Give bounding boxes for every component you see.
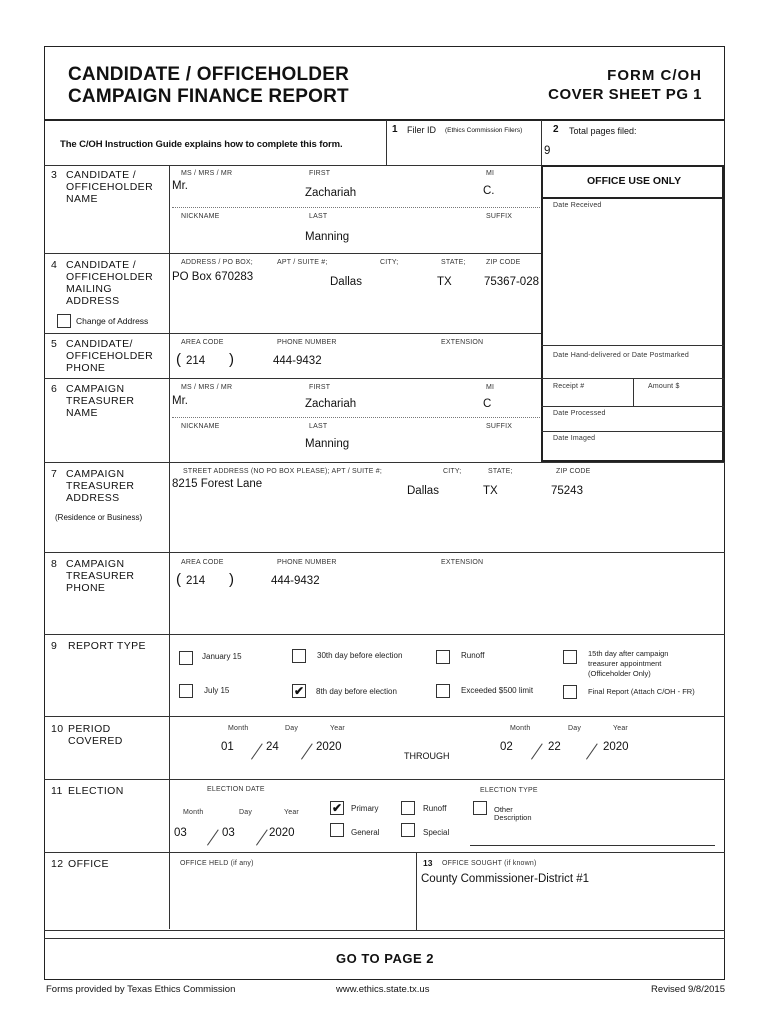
election-special-checkbox[interactable] — [401, 823, 415, 837]
s6-col-last: LAST — [309, 423, 328, 430]
s10-to-year-field[interactable]: 2020 — [603, 741, 629, 753]
s11-month-field[interactable]: 03 — [174, 827, 187, 839]
report-jan15-label: January 15 — [202, 652, 242, 661]
date-processed-label: Date Processed — [553, 410, 606, 417]
s10-from-month-label: Month — [228, 725, 249, 732]
s7-state-field[interactable]: TX — [483, 485, 498, 497]
report-runoff-checkbox[interactable] — [436, 650, 450, 664]
go-to-page-2: GO TO PAGE 2 — [336, 951, 434, 966]
s5-number: 5 — [51, 338, 58, 350]
s8-col-ext: EXTENSION — [441, 559, 484, 566]
s4-col-address: ADDRESS / PO BOX; — [181, 259, 253, 266]
report-final-label: Final Report (Attach C/OH - FR) — [588, 687, 695, 696]
s10-to-month-label: Month — [510, 725, 531, 732]
s3-label-1: CANDIDATE / — [66, 169, 137, 181]
change-of-address-checkbox[interactable] — [57, 314, 71, 328]
report-final-checkbox[interactable] — [563, 685, 577, 699]
divider — [44, 333, 541, 334]
s3-col-title: MS / MRS / MR — [181, 170, 233, 177]
s10-number: 10 — [51, 723, 64, 735]
receipt-label: Receipt # — [553, 383, 585, 390]
filer-id-note: (Ethics Commission Filers) — [445, 127, 523, 134]
divider — [44, 716, 725, 717]
s6-col-nickname: NICKNAME — [181, 423, 220, 430]
s3-label-2: OFFICEHOLDER — [66, 181, 154, 193]
election-other-line2: Description — [494, 813, 532, 822]
report-15day-line3: (Officeholder Only) — [588, 669, 651, 678]
s7-col-street: STREET ADDRESS (NO PO BOX PLEASE); APT / SUITE #; — [183, 468, 382, 475]
divider — [44, 462, 725, 463]
footer-revised: Revised 9/8/2015 — [651, 984, 725, 995]
s11-year-field[interactable]: 2020 — [269, 827, 295, 839]
report-30day-checkbox[interactable] — [292, 649, 306, 663]
s10-to-month-field[interactable]: 02 — [500, 741, 513, 753]
divider — [633, 378, 634, 406]
divider — [541, 406, 724, 407]
s12-number: 12 — [51, 858, 64, 870]
election-special-label: Special — [423, 828, 450, 837]
s6-col-suffix: SUFFIX — [486, 423, 513, 430]
s3-last-field[interactable]: Manning — [305, 231, 350, 243]
s6-last-field[interactable]: Manning — [305, 438, 350, 450]
s8-paren-open: ( — [176, 571, 181, 588]
s10-to-day-field[interactable]: 22 — [548, 741, 561, 753]
s7-label-2: TREASURER — [66, 480, 135, 492]
s7-col-zip: ZIP CODE — [556, 468, 591, 475]
s4-col-state: STATE; — [441, 259, 466, 266]
s4-label-1: CANDIDATE / — [66, 259, 137, 271]
filer-id-label: Filer ID — [407, 125, 436, 135]
s10-label-2: COVERED — [68, 735, 123, 747]
s10-from-year-field[interactable]: 2020 — [316, 741, 342, 753]
s6-col-first: FIRST — [309, 384, 331, 391]
election-primary-label: Primary — [351, 804, 379, 813]
other-description-line — [470, 845, 715, 846]
s3-col-suffix: SUFFIX — [486, 213, 513, 220]
election-primary-checkbox[interactable]: ✔ — [331, 801, 343, 815]
election-runoff-label: Runoff — [423, 804, 447, 813]
s8-phone-field[interactable]: 444-9432 — [271, 575, 320, 587]
s6-label-1: CAMPAIGN — [66, 383, 125, 395]
date-hand-delivered-label: Date Hand-delivered or Date Postmarked — [553, 352, 689, 359]
report-30day-label: 30th day before election — [317, 651, 403, 660]
footer-website[interactable]: www.ethics.state.tx.us — [336, 984, 430, 995]
divider — [172, 417, 540, 418]
s5-col-area: AREA CODE — [181, 339, 224, 346]
office-use-title: OFFICE USE ONLY — [587, 175, 682, 187]
s4-col-city: CITY; — [380, 259, 399, 266]
s7-col-state: STATE; — [488, 468, 513, 475]
divider — [541, 431, 724, 432]
election-general-label: General — [351, 828, 380, 837]
report-exceeded-label: Exceeded $500 limit — [461, 686, 534, 695]
office-use-box — [541, 165, 724, 462]
s8-col-phone: PHONE NUMBER — [277, 559, 337, 566]
s4-label-4: ADDRESS — [66, 295, 120, 307]
divider — [44, 779, 725, 780]
divider — [386, 120, 387, 165]
office-sought-field[interactable]: County Commissioner-District #1 — [421, 873, 590, 885]
divider — [172, 207, 540, 208]
divider — [44, 253, 541, 254]
s5-area-field[interactable]: 214 — [186, 355, 206, 367]
date-received-label: Date Received — [553, 202, 602, 209]
s3-first-field[interactable]: Zachariah — [305, 187, 357, 199]
s11-election-date-label: ELECTION DATE — [207, 786, 265, 793]
s6-first-field[interactable]: Zachariah — [305, 398, 357, 410]
report-15day-line2: treasurer appointment — [588, 659, 662, 668]
office-held-label: OFFICE HELD (if any) — [180, 860, 254, 867]
form-title-line1: CANDIDATE / OFFICEHOLDER — [68, 64, 349, 85]
s3-title-field[interactable]: Mr. — [172, 180, 188, 192]
divider — [44, 552, 725, 553]
s10-from-day-label: Day — [285, 725, 299, 732]
s5-phone-field[interactable]: 444-9432 — [273, 355, 322, 367]
s10-label-1: PERIOD — [68, 723, 111, 735]
s4-col-apt: APT / SUITE #; — [277, 259, 328, 266]
s6-title-field[interactable]: Mr. — [172, 395, 188, 407]
s4-state-field[interactable]: TX — [437, 276, 452, 288]
s8-number: 8 — [51, 558, 58, 570]
s11-election-type-label: ELECTION TYPE — [480, 787, 538, 794]
divider — [541, 345, 724, 346]
s12-label: OFFICE — [68, 858, 109, 870]
total-pages-label: Total pages filed: — [569, 126, 637, 136]
s3-number: 3 — [51, 169, 58, 181]
s8-area-field[interactable]: 214 — [186, 575, 206, 587]
divider — [44, 634, 725, 635]
s8-paren-close: ) — [229, 571, 234, 588]
divider — [44, 938, 725, 939]
filer-id-number: 1 — [392, 124, 398, 135]
report-8day-label: 8th day before election — [316, 687, 397, 696]
s8-col-area: AREA CODE — [181, 559, 224, 566]
s5-col-phone: PHONE NUMBER — [277, 339, 337, 346]
s11-day-label: Day — [239, 809, 253, 816]
s4-zip-field[interactable]: 75367-028 — [484, 276, 539, 288]
s10-through-label: THROUGH — [404, 751, 450, 761]
instructions-text: The C/OH Instruction Guide explains how to complete this form. — [60, 139, 343, 150]
s3-col-last: LAST — [309, 213, 328, 220]
report-jan15-checkbox[interactable] — [179, 651, 193, 665]
election-other-line1: Other — [494, 805, 513, 814]
divider — [44, 852, 725, 853]
election-runoff-checkbox[interactable] — [401, 801, 415, 815]
divider — [44, 930, 725, 931]
s11-month-label: Month — [183, 809, 204, 816]
s9-label: REPORT TYPE — [68, 640, 146, 652]
s4-number: 4 — [51, 259, 58, 271]
s6-label-2: TREASURER — [66, 395, 135, 407]
s8-label-1: CAMPAIGN — [66, 558, 125, 570]
total-pages-field[interactable]: 9 — [544, 145, 551, 157]
s11-day-field[interactable]: 03 — [222, 827, 235, 839]
s10-to-year-label: Year — [613, 725, 628, 732]
form-id: FORM C/OH — [607, 67, 702, 84]
s4-city-field[interactable]: Dallas — [330, 276, 362, 288]
s10-from-month-field[interactable]: 01 — [221, 741, 234, 753]
report-jul15-label: July 15 — [204, 686, 230, 695]
s3-mi-field[interactable]: C. — [483, 185, 495, 197]
s7-city-field[interactable]: Dallas — [407, 485, 439, 497]
s11-year-label: Year — [284, 809, 299, 816]
s6-col-mi: MI — [486, 384, 495, 391]
report-exceeded-checkbox[interactable] — [436, 684, 450, 698]
s4-label-3: MAILING — [66, 283, 112, 295]
s7-note: (Residence or Business) — [55, 513, 143, 522]
s11-label: ELECTION — [68, 785, 124, 797]
election-general-checkbox[interactable] — [330, 823, 344, 837]
header-divider — [44, 119, 725, 121]
s3-label-3: NAME — [66, 193, 98, 205]
s10-from-day-field[interactable]: 24 — [266, 741, 279, 753]
s6-label-3: NAME — [66, 407, 98, 419]
divider — [44, 165, 541, 166]
report-runoff-label: Runoff — [461, 651, 485, 660]
s3-col-nickname: NICKNAME — [181, 213, 220, 220]
s6-col-title: MS / MRS / MR — [181, 384, 233, 391]
s7-zip-field[interactable]: 75243 — [551, 485, 583, 497]
s4-label-2: OFFICEHOLDER — [66, 271, 154, 283]
s13-label: OFFICE SOUGHT (if known) — [442, 860, 537, 867]
s7-street-field[interactable]: 8215 Forest Lane — [172, 478, 263, 490]
s9-number: 9 — [51, 640, 58, 652]
report-15day-line1: 15th day after campaign — [588, 649, 669, 658]
total-pages-number: 2 — [553, 124, 559, 135]
s5-paren-close: ) — [229, 351, 234, 368]
s3-col-mi: MI — [486, 170, 495, 177]
s7-col-city: CITY; — [443, 468, 462, 475]
divider — [541, 120, 542, 165]
report-8day-checkbox[interactable]: ✔ — [293, 684, 305, 698]
divider — [541, 197, 724, 199]
report-jul15-checkbox[interactable] — [179, 684, 193, 698]
amount-label: Amount $ — [648, 383, 680, 390]
s7-label-1: CAMPAIGN — [66, 468, 125, 480]
report-15day-checkbox[interactable] — [563, 650, 577, 664]
divider — [44, 378, 541, 379]
date-imaged-label: Date Imaged — [553, 435, 596, 442]
s5-paren-open: ( — [176, 351, 181, 368]
s5-label-1: CANDIDATE/ — [66, 338, 133, 350]
s5-label-2: OFFICEHOLDER — [66, 350, 154, 362]
s8-label-3: PHONE — [66, 582, 106, 594]
s7-number: 7 — [51, 468, 58, 480]
s4-col-zip: ZIP CODE — [486, 259, 521, 266]
s4-address-field[interactable]: PO Box 670283 — [172, 271, 254, 283]
s6-number: 6 — [51, 383, 58, 395]
s10-from-year-label: Year — [330, 725, 345, 732]
s6-mi-field[interactable]: C — [483, 398, 492, 410]
s5-label-3: PHONE — [66, 362, 106, 374]
s5-col-ext: EXTENSION — [441, 339, 484, 346]
s8-label-2: TREASURER — [66, 570, 135, 582]
election-other-checkbox[interactable] — [473, 801, 487, 815]
s3-col-first: FIRST — [309, 170, 331, 177]
s13-number: 13 — [423, 858, 433, 868]
footer-provider: Forms provided by Texas Ethics Commission — [46, 984, 236, 995]
form-title-line2: CAMPAIGN FINANCE REPORT — [68, 86, 349, 107]
change-of-address-label: Change of Address — [76, 316, 149, 326]
s11-number: 11 — [51, 785, 63, 797]
s7-label-3: ADDRESS — [66, 492, 120, 504]
cover-sheet-label: COVER SHEET PG 1 — [548, 86, 702, 103]
label-column-divider — [169, 165, 170, 929]
divider — [416, 852, 417, 930]
s10-to-day-label: Day — [568, 725, 582, 732]
